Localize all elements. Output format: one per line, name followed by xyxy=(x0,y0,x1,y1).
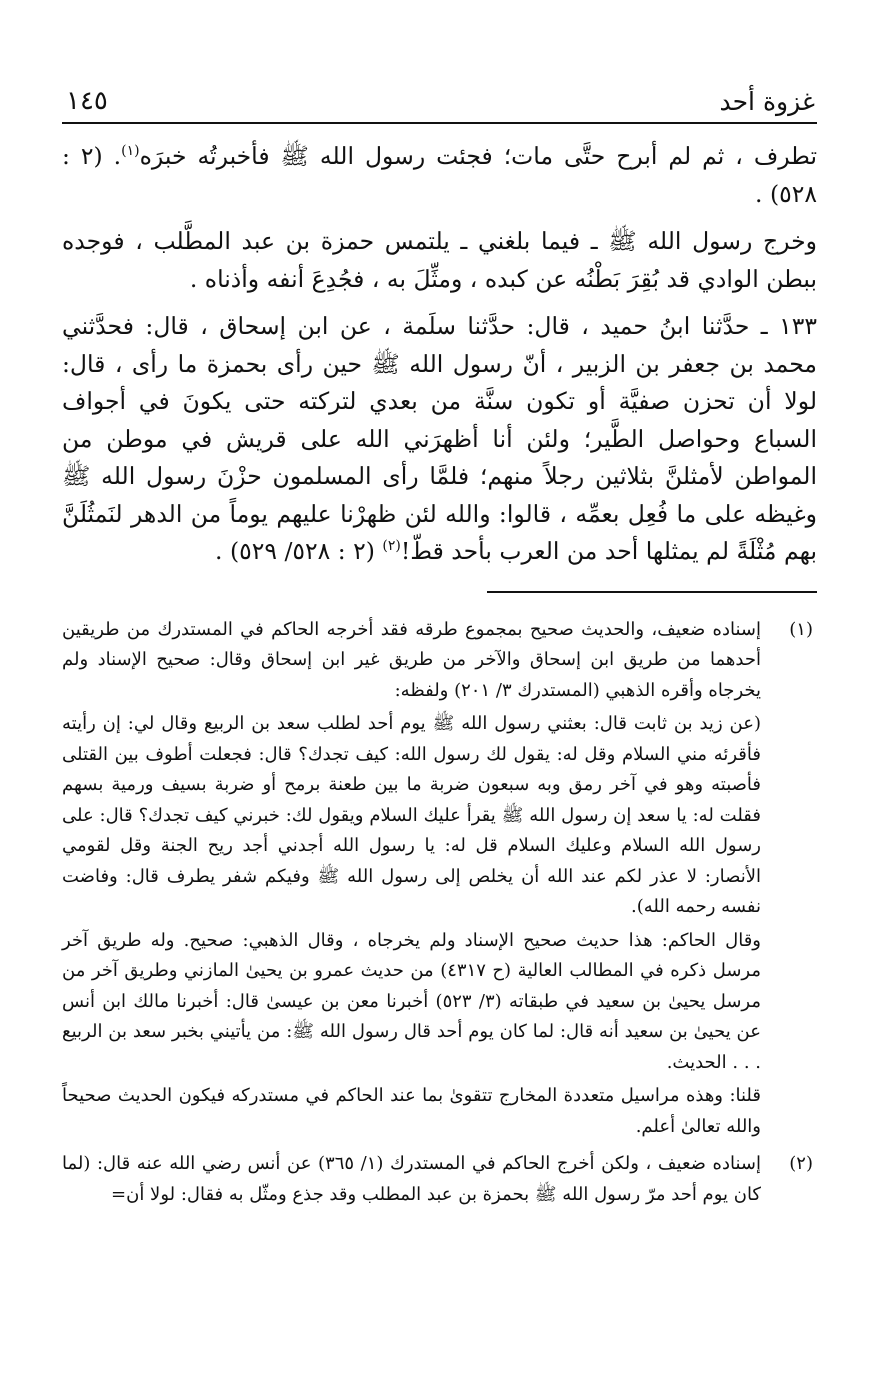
footnote-paragraph: إسناده ضعيف ، ولكن أخرج الحاكم في المستدرك (١/ ٣٦٥) عن أنس رضي الله عنه قال: (لما كان يوم أحد مرّ رسول الله ﷺ بحمزة بن عبد المطلب وقد جذع ومثّل به فقال: لولا أن= xyxy=(62,1153,761,1205)
footnote-paragraph: وقال الحاكم: هذا حديث صحيح الإسناد ولم يخرجاه ، وقال الذهبي: صحيح. وله طريق آخر مرسل ذكره في المطالب العالية (ح ٤٣١٧) من حديث عمرو بن يحيىٰ المازني وطريق آخر من مرسل يحيىٰ بن سعيد في طبقاته (٣/ ٥٢٣) أخبرنا معن بن عيسىٰ قال: أخبرنا مالك ابن أنس عن يحيىٰ بن سعيد أنه قال: لما كان يوم أحد قال رسول الله ﷺ: من يأتيني بخبر سعد بن الربيع . . . الحديث. xyxy=(62,929,761,1073)
running-title: غزوة أحد xyxy=(719,87,815,116)
page-header xyxy=(62,78,817,124)
footnote-body xyxy=(62,1149,761,1213)
footnote-paragraph: قلنا: وهذه مراسيل متعددة المخارج تتقوىٰ بما عند الحاكم في مستدركه فيكون الحديث صحيحاً والله تعالىٰ أعلم. xyxy=(62,1085,761,1137)
footnote-2 xyxy=(62,1149,817,1213)
paragraph-3-citation: (٢ : ٥٢٨/ ٥٢٩) . xyxy=(215,537,383,565)
footnote-number: (٢) xyxy=(789,1153,813,1174)
footnote-ref-1[interactable]: (١) xyxy=(121,143,140,160)
paragraph-3-text: ١٣٣ ـ حدَّثنا ابنُ حميد ، قال: حدَّثنا سلَمة ، عن ابن إسحاق ، قال: فحدَّثني محمد بن جعفر بن الزبير ، أنّ رسول الله ﷺ حين رأى بحمزة ما رأى ، قال: لولا أن تحزن صفيَّة أو تكون سنَّة من بعدي لتركته حتى يكونَ في أجواف السباع وحواصل الطَّير؛ ولئن أنا أظهرَني الله على قريش في موطن من المواطن لأمثلنَّ بثلاثين رجلاً منهم؛ فلمَّا رأى المسلمون حزْنَ رسول الله ﷺ وغيظه على ما فُعِل بعمِّه ، قالوا: والله لئن ظهرْنا عليهم يوماً من الدهر لنَمثُلَنَّ بهم مُثْلَةً لم يمثلها أحد من العرب بأحد قطّ! xyxy=(62,312,817,565)
footnote-paragraph: إسناده ضعيف، والحديث صحيح بمجموع طرقه فقد أخرجه الحاكم في المستدرك من طريقين أحدهما من طريق ابن إسحاق والآخر من طريق غير ابن إسحاق وقال: صحيح الإسناد ولم يخرجاه وأقره الذهبي (المستدرك ٣/ ٢٠١) ولفظه: xyxy=(62,618,761,701)
paragraph-1-text: تطرف ، ثم لم أبرح حتَّى مات؛ فجئت رسول الله ﷺ فأخبرتُه خبرَه xyxy=(139,142,817,170)
footnote-ref-2[interactable]: (٢) xyxy=(382,538,401,555)
paragraph-2: وخرج رسول الله ﷺ ـ فيما بلغني ـ يلتمس حمزة بن عبد المطَّلب ، فوجده ببطن الوادي قد بُقِرَ بَطْنُه عن كبده ، ومثِّلَ به ، فجُدِعَ أنفه وأذناه . xyxy=(62,227,817,293)
footnote-1 xyxy=(62,615,817,1146)
paragraph-1-citation: . (٢ : ٥٢٨) . xyxy=(62,142,817,208)
paragraph-3 xyxy=(62,308,817,571)
page-number: ١٤٥ xyxy=(66,86,108,116)
footnote-body xyxy=(62,615,761,1146)
footnote-separator xyxy=(487,591,817,593)
main-text xyxy=(62,138,817,571)
footnotes xyxy=(62,615,817,1214)
footnote-paragraph: (عن زيد بن ثابت قال: بعثني رسول الله ﷺ يوم أحد لطلب سعد بن الربيع وقال لي: إن رأيته فأقرئه مني السلام وقل له: يقول لك رسول الله: كيف تجدك؟ قال: فجعلت أطوف بين القتلى فأصبته وهو في آخر رمق وبه سبعون ضربة ما بين طعنة برمح أو ضربة بسيف ورمية بسهم فقلت له: يا سعد إن رسول الله ﷺ يقرأ عليك السلام ويقول لك: خبرني كيف تجدك؟ قال: على رسول الله السلام وعليك السلام قل له: يا رسول الله أجدني أجد ريح الجنة وقل لقومي الأنصار: لا عذر لكم عند الله أن يخلص إلى رسول الله ﷺ وفيكم شفر يطرف قال: وفاضت نفسه رحمه الله). xyxy=(62,713,761,917)
paragraph-1 xyxy=(62,138,817,213)
footnote-number: (١) xyxy=(789,618,813,640)
